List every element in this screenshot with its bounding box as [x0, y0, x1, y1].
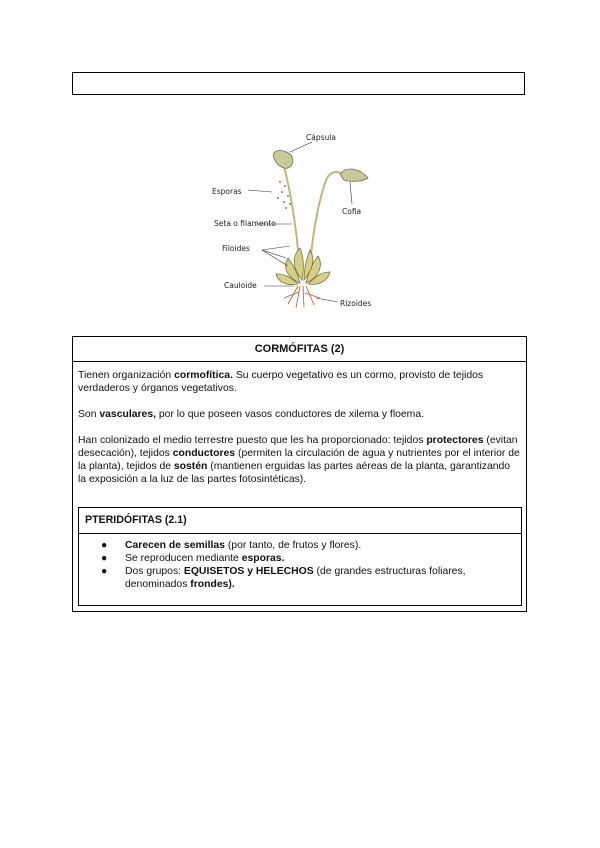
text: (por tanto, de frutos y flores).: [224, 540, 362, 551]
text: Se reproducen mediante: [125, 553, 242, 564]
bullet-icon: ●: [101, 566, 108, 577]
label-esporas: Esporas: [212, 187, 242, 196]
bold-term: EQUISETOS y HELECHOS: [183, 566, 314, 577]
filoides-drawing: [276, 248, 330, 285]
label-rizoides: Rizoides: [340, 299, 372, 308]
bold-term: frondes).: [190, 579, 235, 590]
text: Tienen organización: [78, 370, 175, 381]
text: Dos grupos:: [125, 566, 184, 577]
label-seta: Seta o filamento: [214, 219, 276, 228]
text: Son: [78, 409, 100, 420]
text: por lo que poseen vasos conductores de xilema y floema.: [156, 409, 425, 420]
bold-term: protectores: [426, 435, 484, 446]
list-item: [99, 539, 521, 552]
bullet-icon: ●: [101, 540, 108, 551]
cormofitas-paragraph-2: [78, 408, 520, 421]
pteridofitas-box: [78, 507, 522, 606]
label-filoides: Filoides: [222, 244, 250, 253]
cormofitas-box: [72, 336, 527, 612]
list-item: [99, 565, 521, 591]
bold-term: conductores: [172, 448, 236, 459]
cormofitas-title: CORMÓFITAS (2): [73, 337, 526, 362]
bold-term: cormofítica.: [174, 370, 233, 381]
text: Su cuerpo vegetativo es un cormo, provisto de tejidos verdaderos y órganos vegetativos.: [78, 370, 484, 394]
text: (evitan desecación), tejidos: [78, 435, 518, 459]
moss-illustration: [200, 108, 390, 316]
cofia-drawing: [340, 169, 368, 181]
capsula-drawing: [273, 151, 293, 169]
pteridofitas-list: [79, 539, 521, 591]
rizoides-drawing: [284, 286, 320, 308]
bold-term: vasculares,: [99, 409, 156, 420]
text: (de grandes estructuras foliares, denominados: [125, 566, 466, 590]
cormofitas-body: [73, 362, 526, 486]
empty-title-box: [72, 72, 525, 95]
bold-term: sostén: [173, 461, 208, 472]
bold-term: Carecen de semillas: [125, 540, 225, 551]
text: (mantienen erguidas las partes aéreas de la planta, garantizando la exposición a la luz de las partes fotosintéticas).: [78, 461, 511, 485]
seta-drawing-2: [309, 172, 342, 276]
list-item: [99, 552, 521, 565]
bullet-icon: ●: [101, 553, 108, 564]
cormofitas-paragraph-1: [78, 369, 520, 395]
pteridofitas-title: PTERIDÓFITAS (2.1): [79, 508, 521, 534]
moss-diagram: [200, 108, 390, 316]
text: Han colonizado el medio terrestre puesto que les ha proporcionado: tejidos: [78, 435, 427, 446]
label-cauloide: Cauloide: [224, 281, 257, 290]
bold-term: esporas.: [241, 553, 285, 564]
text: (permiten la circulación de agua y nutrientes por el interior de la planta), tejidos de: [78, 448, 520, 472]
label-cofia: Cofia: [342, 207, 362, 216]
cormofitas-paragraph-3: [78, 434, 520, 486]
label-capsula: Cápsula: [306, 133, 336, 142]
